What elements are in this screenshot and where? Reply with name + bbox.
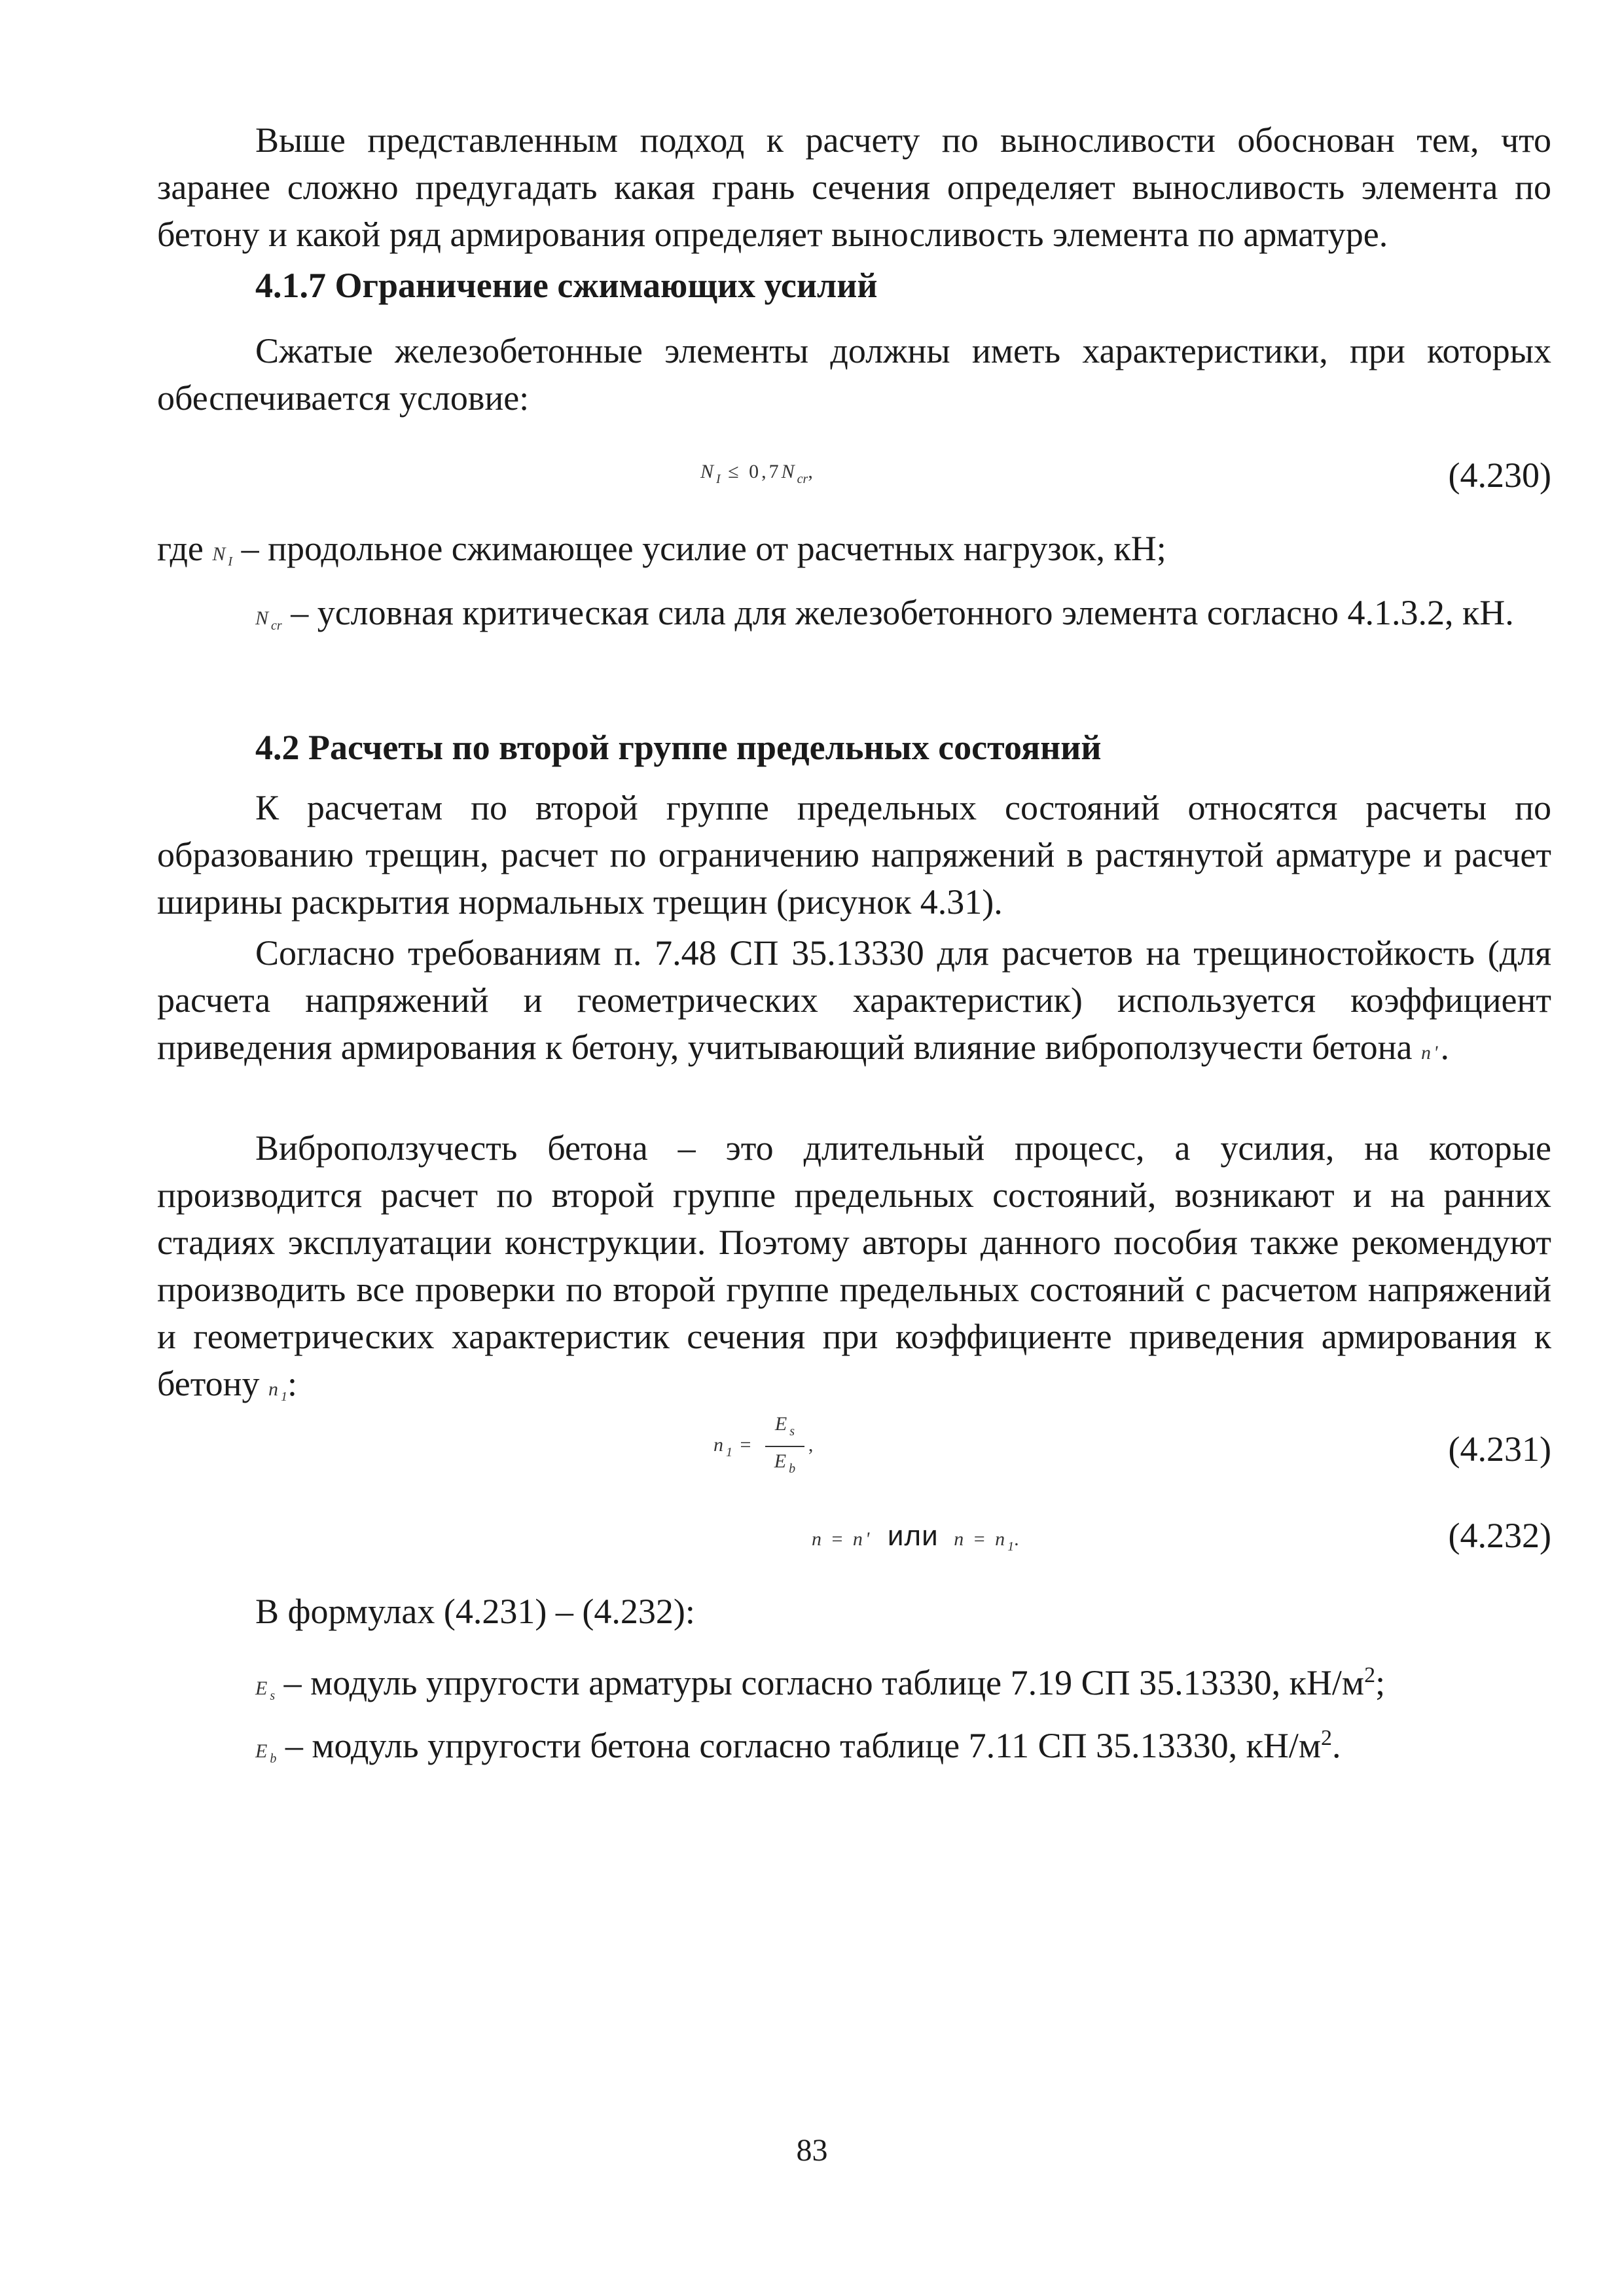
formula-4-231-expression xyxy=(713,1411,816,1482)
heading-4-2: 4.2 Расчеты по второй группе предельных состояний xyxy=(255,728,1102,767)
period: . xyxy=(1332,1726,1341,1765)
symbol-N: N xyxy=(700,461,717,482)
fraction-Es-over-Eb xyxy=(765,1411,804,1482)
symbol-Es: $E_s$ xyxy=(255,1677,276,1703)
definition-Es xyxy=(157,1652,1551,1719)
paragraph-in-formulas: В формулах (4.231) – (4.232): xyxy=(255,1592,695,1631)
symbol-le: ≤ xyxy=(728,461,742,482)
symbol-n: n xyxy=(812,1528,824,1550)
definition-Es-block xyxy=(157,1652,1551,1719)
page-number: 83 xyxy=(796,2133,828,2168)
superscript-2: 2 xyxy=(1321,1726,1333,1750)
subscript-1: 1 xyxy=(1007,1539,1015,1554)
symbol-N-I: $N_I$ xyxy=(212,543,233,569)
symbol-Eb: $E_b$ xyxy=(255,1740,277,1766)
semicolon: ; xyxy=(1375,1663,1386,1702)
superscript-2: 2 xyxy=(1364,1663,1376,1687)
definition-N-I-text: – продольное сжимающее усилие от расчетных нагрузок, кН; xyxy=(241,529,1166,568)
section-4-1-7 xyxy=(157,262,1551,309)
formula-4-230 xyxy=(157,452,1551,504)
formula-4-230-expression xyxy=(700,461,816,487)
symbol-n1: $n_1$ xyxy=(268,1378,288,1404)
equals-sign: = xyxy=(973,1528,988,1550)
definition-Es-text: – модуль упругости арматуры согласно таблице 7.19 СП 35.13330, кН/м xyxy=(283,1663,1365,1702)
symbol-E-b: E xyxy=(774,1450,789,1472)
compression-paragraph xyxy=(157,327,1551,422)
fraction-bar xyxy=(765,1446,804,1447)
comma: , xyxy=(808,461,816,482)
comma: , xyxy=(808,1433,816,1456)
subscript-b: b xyxy=(789,1462,796,1476)
paragraph-endurance-approach: Выше представленным подход к расчету по выносливости обоснован тем, что заранее сложно предугадать какая грань сечения определяет выносливость элемента по бетону и какой ряд армирования определяет выносливость элемента по арматуре. xyxy=(157,120,1551,254)
subscript-1: 1 xyxy=(726,1444,732,1460)
paragraph-sp-requirements-text: Согласно требованиям п. 7.48 СП 35.13330 для расчетов на трещиностойкость (для расчета напряжений и геометрических характеристик) используется коэффициент приведения армирования к бетону, учитывающий влияние виброползучести бетона xyxy=(157,933,1551,1067)
definition-Eb-block xyxy=(157,1715,1551,1782)
or-word: или xyxy=(887,1520,939,1552)
definition-Eb xyxy=(157,1715,1551,1782)
definition-N-cr-text: – условная критическая сила для железобетонного элемента согласно 4.1.3.2, кН. xyxy=(291,593,1514,632)
where-definition-1 xyxy=(157,525,1551,585)
formula-4-232 xyxy=(157,1512,1551,1564)
subscript-s: s xyxy=(789,1424,795,1439)
equation-number-4-232: (4.232) xyxy=(1448,1516,1551,1555)
colon: : xyxy=(287,1364,298,1403)
definition-N-I xyxy=(157,525,1551,585)
intro-paragraph xyxy=(157,117,1551,258)
symbol-N-cr: N xyxy=(781,461,797,482)
equals-sign: = xyxy=(740,1433,754,1456)
sp-requirements-paragraph xyxy=(157,929,1551,1077)
symbol-n: n xyxy=(995,1528,1008,1550)
paragraph-vibrocreep-text: Виброползучесть бетона – это длительный процесс, а усилия, на которые производится расчет по второй группе предельных состояний, возникают и на ранних стадиях эксплуатации конструкции. Поэтому авторы данного пособия также рекомендуют производить все проверки по второй группе предельных состояний с расчетом напряжений и геометрических характеристик сечения при коэффициенте приведения армирования к бетону xyxy=(157,1128,1551,1403)
formula-4-232-expression xyxy=(812,1520,1022,1554)
coefficient-0-7: 0,7 xyxy=(749,461,782,482)
heading-4-1-7: 4.1.7 Ограничение сжимающих усилий xyxy=(255,266,878,305)
symbol-n: n xyxy=(954,1528,967,1550)
symbol-N-cr-def: $N_{cr}$ xyxy=(255,607,282,633)
symbol-n-prime: n' xyxy=(852,1528,873,1550)
section-4-2 xyxy=(157,724,1551,771)
subscript-cr: cr xyxy=(797,472,808,486)
formula-4-231 xyxy=(157,1407,1551,1492)
definition-N-cr xyxy=(157,589,1551,649)
period: . xyxy=(1440,1028,1449,1067)
vibrocreep-paragraph xyxy=(157,1124,1551,1420)
subscript-I: I xyxy=(716,472,721,486)
paragraph-sp-requirements xyxy=(157,929,1551,1077)
where-definition-2 xyxy=(157,589,1551,649)
second-group-paragraph xyxy=(157,784,1551,925)
paragraph-vibrocreep xyxy=(157,1124,1551,1420)
equation-number-4-231: (4.231) xyxy=(1448,1429,1551,1469)
definition-Eb-text: – модуль упругости бетона согласно таблице 7.11 СП 35.13330, кН/м xyxy=(285,1726,1322,1765)
period: . xyxy=(1014,1528,1022,1550)
paragraph-second-group: К расчетам по второй группе предельных состояний относятся расчеты по образованию трещин, расчет по ограничению напряжений в растянутой арматуре и расчет ширины раскрытия нормальных трещин (рисунок 4.31). xyxy=(157,788,1551,922)
equals-sign: = xyxy=(831,1528,846,1550)
symbol-n: n xyxy=(713,1433,726,1456)
where-word: где xyxy=(157,529,204,568)
symbol-n-prime: n' xyxy=(1421,1042,1441,1064)
formulas-intro xyxy=(157,1588,1551,1635)
equation-number-4-230: (4.230) xyxy=(1448,456,1551,495)
paragraph-compressed-elements: Сжатые железобетонные элементы должны иметь характеристики, при которых обеспечивается условие: xyxy=(157,331,1551,418)
symbol-E-s: E xyxy=(774,1413,790,1435)
